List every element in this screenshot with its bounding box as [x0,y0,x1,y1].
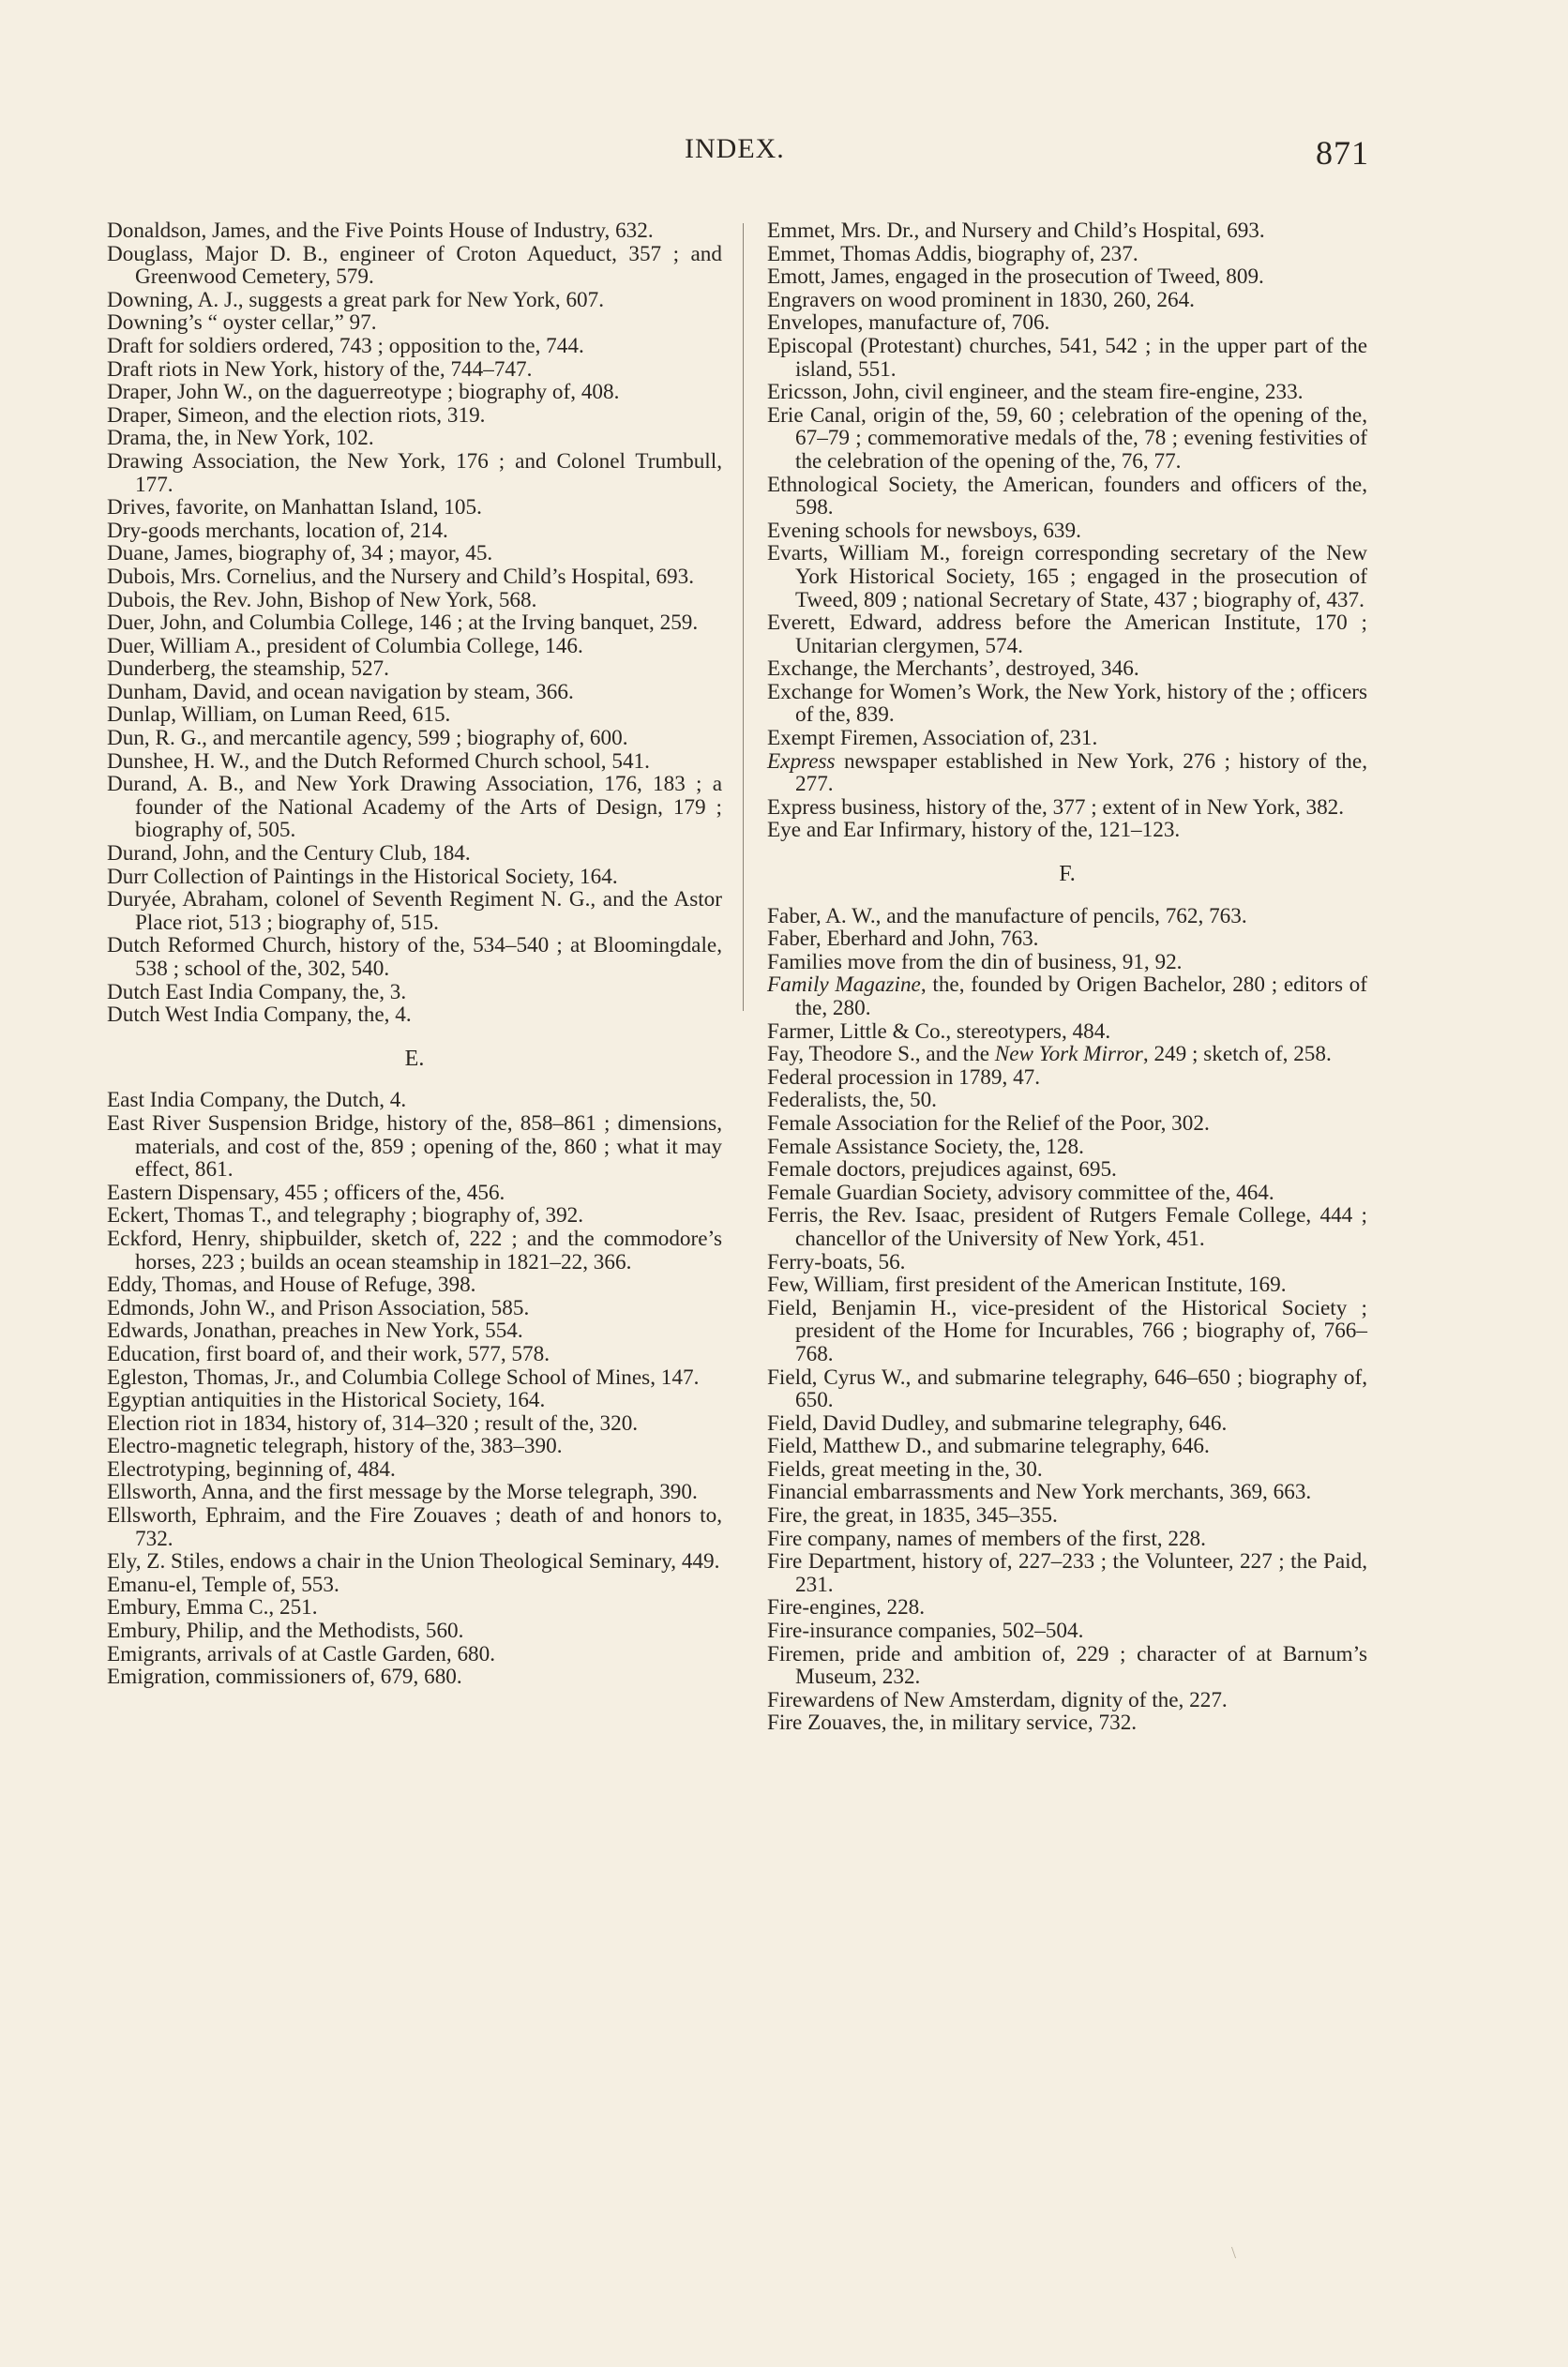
index-entry: Eckert, Thomas T., and telegraphy ; biography of, 392. [107,1203,584,1229]
section-letter-e: E. [404,1046,425,1071]
index-entry: Donaldson, James, and the Five Points House of Industry, 632. [107,219,654,243]
index-entry: Female Guardian Society, advisory committee of the, 464. [767,1180,1274,1205]
index-entry: Evening schools for newsboys, 639. [767,518,1081,543]
index-entry: Eddy, Thomas, and House of Refuge, 398. [107,1273,476,1298]
index-entry: Exchange, the Merchants’, destroyed, 346. [767,656,1139,682]
index-entry: Dubois, the Rev. John, Bishop of New York, 568. [107,587,537,612]
index-entry: Envelopes, manufacture of, 706. [767,310,1050,336]
running-head [103,133,1369,180]
index-entry: Duer, John, and Columbia College, 146 ; at the Irving banquet, 259. [107,611,699,636]
index-entry: Dubois, Mrs. Cornelius, and the Nursery and Child’s Hospital, 693. [107,564,695,589]
index-entry: Dunham, David, and ocean navigation by steam, 366. [107,679,574,704]
index-entry: Ely, Z. Stiles, endows a chair in the Union Theological Seminary, 449. [107,1549,720,1575]
index-entry: Dun, R. G., and mercantile agency, 599 ; biography of, 600. [107,726,628,751]
index-entry: Express business, history of the, 377 ; extent of in New York, 382. [767,794,1345,820]
index-entry: Families move from the din of business, 91, 92. [767,949,1183,974]
index-entry: Ellsworth, Anna, and the first message by the Morse telegraph, 390. [107,1480,698,1505]
index-entry: East River Suspension Bridge, history of the, 858–861 ; dimensions, materials, and cost of the, 859 ; opening of the, 860 ; what it may effect, 861. [107,1110,722,1183]
entries-d-list [107,219,722,1027]
index-entry: Emott, James, engaged in the prosecution of Tweed, 809. [767,264,1264,290]
index-entry: Emmet, Thomas Addis, biography of, 237. [767,241,1138,266]
index-entry: Fire-insurance companies, 502–504. [767,1619,1084,1644]
index-entry: Duane, James, biography of, 34 ; mayor, 45. [107,541,493,566]
index-entry: Fay, Theodore S., and the New York Mirror, 249 ; sketch of, 258. [767,1042,1332,1067]
index-entry: Durr Collection of Paintings in the Historical Society, 164. [107,864,618,889]
index-entry: Downing, A. J., suggests a great park for New York, 607. [107,287,605,312]
index-entry: Federal procession in 1789, 47. [767,1064,1041,1090]
index-entry: Edwards, Jonathan, preaches in New York, 554. [107,1319,523,1344]
index-entry: Dutch West India Company, the, 4. [107,1003,412,1028]
index-entry: Fire Department, history of, 227–233 ; the Volunteer, 227 ; the Paid, 231. [767,1549,1367,1597]
index-entry: Ericsson, John, civil engineer, and the steam fire-engine, 233. [767,380,1304,405]
index-entry: Faber, Eberhard and John, 763. [767,927,1039,952]
index-entry: Few, William, first president of the American Institute, 169. [767,1273,1287,1298]
index-entry: Ferris, the Rev. Isaac, president of Rutgers Female College, 444 ; chancellor of the University of New York, 451. [767,1203,1367,1251]
index-entry: Embury, Philip, and the Methodists, 560. [107,1619,464,1644]
index-entry: Erie Canal, origin of the, 59, 60 ; celebration of the opening of the, 67–79 ; commemorative medals of the, 78 ; evening festivities of the celebration of the opening of the, 76, 77. [767,402,1367,474]
index-entry: Durand, A. B., and New York Drawing Association, 176, 183 ; a founder of the National Academy of the Arts of Design, 179 ; biography of, 505. [107,772,722,843]
index-entry: Ferry-boats, 56. [767,1249,906,1274]
index-entry: Emanu-el, Temple of, 553. [107,1572,339,1597]
index-entry: Everett, Edward, address before the American Institute, 170 ; Unitarian clergymen, 574. [767,611,1367,658]
index-entry: Drawing Association, the New York, 176 ; and Colonel Trumbull, 177. [107,448,722,497]
index-entry: Draft riots in New York, history of the, 744–747. [107,356,533,382]
index-entry: Douglass, Major D. B., engineer of Croton Aqueduct, 357 ; and Greenwood Cemetery, 579. [107,241,722,290]
index-entry: Drives, favorite, on Manhattan Island, 105. [107,495,482,520]
index-entry: Eckford, Henry, shipbuilder, sketch of, 222 ; and the commodore’s horses, 223 ; builds an ocean steamship in 1821–22, 366. [107,1226,722,1274]
index-entry: Dunshee, H. W., and the Dutch Reformed Church school, 541. [107,748,650,774]
index-entry: Electro-magnetic telegraph, history of the, 383–390. [107,1434,563,1459]
index-entry: Emmet, Mrs. Dr., and Nursery and Child’s Hospital, 693. [767,219,1265,243]
index-entry: Fire company, names of members of the first, 228. [767,1526,1206,1551]
index-entry: Female Assistance Society, the, 128. [767,1134,1084,1159]
index-entry: Duer, William A., president of Columbia College, 146. [107,633,583,658]
page-number: 871 [1316,134,1369,172]
index-entry: Fire, the great, in 1835, 345–355. [767,1503,1058,1529]
index-entry: Electrotyping, beginning of, 484. [107,1456,396,1482]
index-entry: Field, Matthew D., and submarine telegraphy, 646. [767,1434,1210,1459]
left-column [107,219,722,1689]
index-entry: Firewardens of New Amsterdam, dignity of the, 227. [767,1687,1228,1712]
index-entry: Field, Cyrus W., and submarine telegraphy, 646–650 ; biography of, 650. [767,1364,1367,1413]
index-entry: Dunderberg, the steamship, 527. [107,656,389,682]
index-entry: Education, first board of, and their work, 577, 578. [107,1341,550,1366]
index-entry: Field, Benjamin H., vice-president of the Historical Society ; president of the Home for Incurables, 766 ; biography of, 766–768. [767,1295,1367,1366]
index-entry: Dunlap, William, on Luman Reed, 615. [107,702,451,728]
section-letter-f: F. [1059,862,1076,887]
right-column [767,219,1367,1735]
index-entry: Engravers on wood prominent in 1830, 260, 264. [767,287,1195,312]
index-entry: Faber, A. W., and the manufacture of pencils, 762, 763. [767,903,1247,928]
index-entry: Federalists, the, 50. [767,1088,937,1113]
index-entry: Drama, the, in New York, 102. [107,426,374,451]
index-entry: Draper, John W., on the daguerreotype ; biography of, 408. [107,380,620,405]
index-entry: Female Association for the Relief of the Poor, 302. [767,1110,1210,1136]
index-entry: Dry-goods merchants, location of, 214. [107,518,448,543]
index-entry: Female doctors, prejudices against, 695. [767,1157,1117,1183]
index-entry: Evarts, William M., foreign corresponding secretary of the New York Historical Society, 165 ; engaged in the prosecution of Tweed, 809 ; national Secretary of State, 437 ; biography of, 437. [767,541,1367,612]
entries-e-continued-list [767,219,1367,842]
index-entry: Farmer, Little & Co., stereotypers, 484. [767,1018,1111,1044]
index-entry: Egyptian antiquities in the Historical Society, 164. [107,1388,546,1413]
index-entry: Fire Zouaves, the, in military service, 732. [767,1711,1138,1736]
index-entry: Edmonds, John W., and Prison Association, 585. [107,1295,530,1320]
running-head-title: INDEX. [685,133,785,164]
index-entry: Eye and Ear Infirmary, history of the, 121–123. [767,818,1181,843]
entries-e-list [107,1089,722,1688]
index-entry: Egleston, Thomas, Jr., and Columbia College School of Mines, 147. [107,1364,700,1390]
index-entry: East India Company, the Dutch, 4. [107,1088,407,1113]
index-entry: Field, David Dudley, and submarine telegraphy, 646. [767,1410,1228,1436]
index-entry: Downing’s “ oyster cellar,” 97. [107,310,377,336]
index-entry: Ellsworth, Ephraim, and the Fire Zouaves ; death of and honors to, 732. [107,1503,722,1551]
index-entry: Durand, John, and the Century Club, 184. [107,841,471,867]
index-entry: Exempt Firemen, Association of, 231. [767,726,1098,751]
index-entry: Draper, Simeon, and the election riots, 319. [107,402,486,428]
column-rule [743,223,744,1011]
index-entry: Draft for soldiers ordered, 743 ; opposition to the, 744. [107,333,584,358]
index-entry: Election riot in 1834, history of, 314–320 ; result of the, 320. [107,1410,639,1436]
index-entry: Fire-engines, 228. [767,1595,926,1621]
index-entry: Express newspaper established in New York, 276 ; history of the, 277. [767,748,1367,797]
index-entry: Dutch East India Company, the, 3. [107,979,407,1004]
index-entry: Embury, Emma C., 251. [107,1595,318,1621]
index-entry: Family Magazine, the, founded by Origen Bachelor, 280 ; editors of the, 280. [767,972,1368,1020]
index-entry: Financial embarrassments and New York merchants, 369, 663. [767,1480,1312,1505]
index-entry: Dutch Reformed Church, history of the, 534–540 ; at Bloomingdale, 538 ; school of the, 302, 540. [107,933,722,981]
stray-mark: \ [1231,2243,1237,2262]
index-entry: Firemen, pride and ambition of, 229 ; character of at Barnum’s Museum, 232. [767,1641,1367,1690]
entries-f-list [767,905,1367,1735]
index-entry: Fields, great meeting in the, 30. [767,1456,1043,1482]
index-entry: Episcopal (Protestant) churches, 541, 542 ; in the upper part of the island, 551. [767,333,1367,382]
index-entry: Emigrants, arrivals of at Castle Garden, 680. [107,1641,496,1666]
index-entry: Emigration, commissioners of, 679, 680. [107,1665,462,1690]
index-entry: Duryée, Abraham, colonel of Seventh Regiment N. G., and the Astor Place riot, 513 ; biography of, 515. [107,887,722,935]
index-entry: Exchange for Women’s Work, the New York, history of the ; officers of the, 839. [767,679,1367,728]
index-entry: Eastern Dispensary, 455 ; officers of the, 456. [107,1180,505,1205]
index-entry: Ethnological Society, the American, founders and officers of the, 598. [767,472,1367,520]
